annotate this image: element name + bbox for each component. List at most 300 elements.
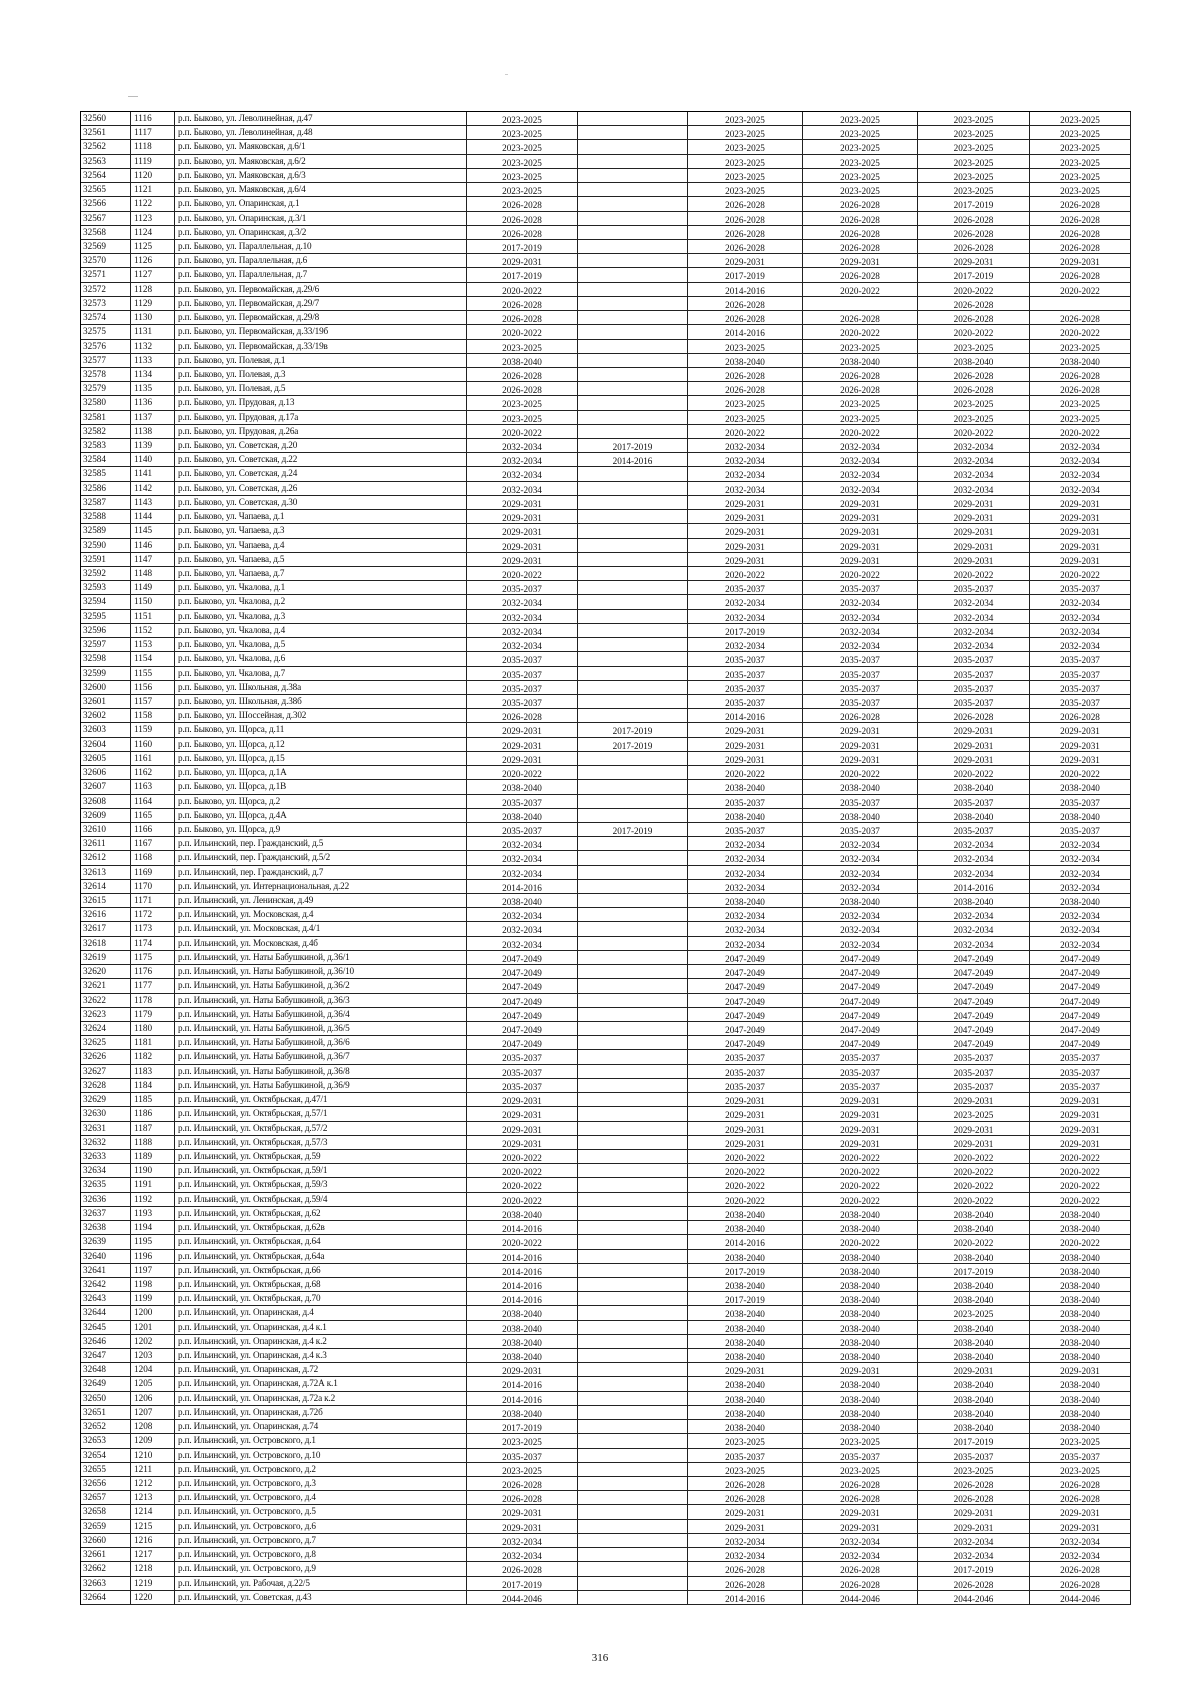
period-col-5-cell: 2035-2037 <box>918 823 1030 836</box>
address-cell: р.п. Ильинский, ул. Островского, д.4 <box>175 1491 467 1504</box>
period-col-1-cell: 2038-2040 <box>467 1349 578 1362</box>
period-col-1-cell: 2035-2037 <box>467 1050 578 1063</box>
period-col-1-cell: 2032-2034 <box>467 624 578 637</box>
period-col-3-cell: 2029-2031 <box>688 496 803 509</box>
period-col-5-cell: 2038-2040 <box>918 1420 1030 1433</box>
address-cell: р.п. Ильинский, ул. Опаринская, д.4 к.3 <box>175 1349 467 1362</box>
period-col-1-cell: 2026-2028 <box>467 311 578 324</box>
serial-number-cell: 1147 <box>131 553 175 566</box>
period-col-2-cell <box>578 482 688 495</box>
period-col-3-cell: 2017-2019 <box>688 268 803 281</box>
serial-number-cell: 1171 <box>131 894 175 907</box>
period-col-6-cell: 2029-2031 <box>1030 1363 1131 1376</box>
period-col-6-cell: 2038-2040 <box>1030 1207 1131 1220</box>
period-col-1-cell: 2023-2025 <box>467 340 578 353</box>
period-col-1-cell: 2044-2046 <box>467 1591 578 1604</box>
period-col-6-cell: 2026-2028 <box>1030 268 1131 281</box>
serial-number-cell: 1217 <box>131 1548 175 1561</box>
table-row <box>81 311 1131 325</box>
period-col-5-cell: 2035-2037 <box>918 1079 1030 1092</box>
period-col-5-cell: 2029-2031 <box>918 496 1030 509</box>
period-col-1-cell: 2023-2025 <box>467 126 578 139</box>
serial-number-cell: 1135 <box>131 382 175 395</box>
table-row <box>81 994 1131 1008</box>
address-cell: р.п. Быково, ул. Параллельная, д.6 <box>175 254 467 267</box>
period-col-6-cell: 2029-2031 <box>1030 1136 1131 1149</box>
registry-number-cell: 32638 <box>81 1221 131 1234</box>
serial-number-cell: 1134 <box>131 368 175 381</box>
period-col-5-cell: 2020-2022 <box>918 567 1030 580</box>
registry-number-cell: 32623 <box>81 1008 131 1021</box>
period-col-5-cell: 2038-2040 <box>918 1406 1030 1419</box>
address-cell: р.п. Ильинский, ул. Октябрьская, д.62 <box>175 1207 467 1220</box>
period-col-4-cell: 2035-2037 <box>803 695 918 708</box>
registry-number-cell: 32642 <box>81 1278 131 1291</box>
table-row <box>81 1306 1131 1320</box>
period-col-2-cell <box>578 880 688 893</box>
period-col-4-cell: 2026-2028 <box>803 368 918 381</box>
registry-number-cell: 32605 <box>81 752 131 765</box>
period-col-5-cell: 2023-2025 <box>918 183 1030 196</box>
period-col-6-cell: 2023-2025 <box>1030 1434 1131 1447</box>
table-row <box>81 581 1131 595</box>
period-col-5-cell: 2017-2019 <box>918 268 1030 281</box>
period-col-2-cell <box>578 1562 688 1575</box>
period-col-5-cell: 2032-2034 <box>918 1548 1030 1561</box>
period-col-3-cell: 2026-2028 <box>688 297 803 310</box>
period-col-4-cell: 2023-2025 <box>803 126 918 139</box>
period-col-4-cell: 2029-2031 <box>803 524 918 537</box>
serial-number-cell: 1132 <box>131 340 175 353</box>
period-col-2-cell <box>578 979 688 992</box>
period-col-3-cell: 2035-2037 <box>688 1079 803 1092</box>
address-cell: р.п. Ильинский, ул. Наты Бабушкиной, д.36/8 <box>175 1065 467 1078</box>
period-col-2-cell <box>578 183 688 196</box>
period-col-4-cell: 2023-2025 <box>803 169 918 182</box>
period-col-6-cell: 2038-2040 <box>1030 1250 1131 1263</box>
period-col-2-cell <box>578 539 688 552</box>
period-col-2-cell <box>578 425 688 438</box>
serial-number-cell: 1139 <box>131 439 175 452</box>
registry-number-cell: 32617 <box>81 922 131 935</box>
period-col-3-cell: 2023-2025 <box>688 169 803 182</box>
registry-number-cell: 32563 <box>81 155 131 168</box>
period-col-4-cell: 2032-2034 <box>803 922 918 935</box>
registry-number-cell: 32602 <box>81 709 131 722</box>
period-col-3-cell: 2032-2034 <box>688 837 803 850</box>
period-col-3-cell: 2032-2034 <box>688 1534 803 1547</box>
period-col-6-cell: 2047-2049 <box>1030 994 1131 1007</box>
serial-number-cell: 1159 <box>131 723 175 736</box>
address-cell: р.п. Быково, ул. Чкалова, д.1 <box>175 581 467 594</box>
period-col-4-cell: 2026-2028 <box>803 268 918 281</box>
period-col-1-cell: 2020-2022 <box>467 1150 578 1163</box>
table-row <box>81 1221 1131 1235</box>
table-row <box>81 1065 1131 1079</box>
address-cell: р.п. Быково, ул. Леволинейная, д.48 <box>175 126 467 139</box>
period-col-3-cell: 2017-2019 <box>688 1292 803 1305</box>
address-cell: р.п. Ильинский, ул. Опаринская, д.4 к.1 <box>175 1321 467 1334</box>
period-col-1-cell: 2032-2034 <box>467 908 578 921</box>
period-col-1-cell: 2038-2040 <box>467 1335 578 1348</box>
period-col-4-cell: 2029-2031 <box>803 1363 918 1376</box>
serial-number-cell: 1191 <box>131 1178 175 1191</box>
address-cell: р.п. Быково, ул. Чапаева, д.5 <box>175 553 467 566</box>
period-col-2-cell <box>578 1150 688 1163</box>
period-col-3-cell: 2032-2034 <box>688 866 803 879</box>
period-col-6-cell: 2047-2049 <box>1030 979 1131 992</box>
period-col-1-cell: 2038-2040 <box>467 1406 578 1419</box>
serial-number-cell: 1137 <box>131 411 175 424</box>
table-row <box>81 1477 1131 1491</box>
period-col-6-cell: 2035-2037 <box>1030 652 1131 665</box>
period-col-4-cell: 2026-2028 <box>803 226 918 239</box>
period-col-3-cell: 2038-2040 <box>688 1420 803 1433</box>
period-col-6-cell: 2023-2025 <box>1030 340 1131 353</box>
period-col-4-cell: 2032-2034 <box>803 453 918 466</box>
address-cell: р.п. Ильинский, ул. Октябрьская, д.59/4 <box>175 1193 467 1206</box>
registry-number-cell: 32593 <box>81 581 131 594</box>
table-row <box>81 226 1131 240</box>
table-row <box>81 681 1131 695</box>
period-col-6-cell: 2029-2031 <box>1030 539 1131 552</box>
table-row <box>81 1150 1131 1164</box>
table-row <box>81 638 1131 652</box>
registry-number-cell: 32609 <box>81 809 131 822</box>
registry-number-cell: 32637 <box>81 1207 131 1220</box>
period-col-3-cell: 2047-2049 <box>688 994 803 1007</box>
serial-number-cell: 1142 <box>131 482 175 495</box>
period-col-2-cell <box>578 1221 688 1234</box>
serial-number-cell: 1118 <box>131 140 175 153</box>
period-col-5-cell: 2029-2031 <box>918 723 1030 736</box>
table-row <box>81 1363 1131 1377</box>
address-cell: р.п. Быково, ул. Опаринская, д.3/1 <box>175 212 467 225</box>
period-col-3-cell: 2038-2040 <box>688 894 803 907</box>
period-col-5-cell: 2020-2022 <box>918 1178 1030 1191</box>
period-col-5-cell: 2032-2034 <box>918 638 1030 651</box>
period-col-5-cell: 2026-2028 <box>918 226 1030 239</box>
period-col-2-cell <box>578 695 688 708</box>
period-col-4-cell: 2035-2037 <box>803 581 918 594</box>
period-col-6-cell: 2038-2040 <box>1030 1264 1131 1277</box>
period-col-1-cell: 2038-2040 <box>467 354 578 367</box>
period-col-4-cell: 2026-2028 <box>803 1491 918 1504</box>
period-col-2-cell <box>578 851 688 864</box>
registry-number-cell: 32610 <box>81 823 131 836</box>
period-col-4-cell: 2038-2040 <box>803 1278 918 1291</box>
serial-number-cell: 1154 <box>131 652 175 665</box>
table-row <box>81 709 1131 723</box>
period-col-5-cell: 2047-2049 <box>918 994 1030 1007</box>
table-row <box>81 624 1131 638</box>
serial-number-cell: 1119 <box>131 155 175 168</box>
table-row <box>81 1591 1131 1605</box>
period-col-6-cell: 2023-2025 <box>1030 126 1131 139</box>
period-col-6-cell: 2038-2040 <box>1030 1392 1131 1405</box>
period-col-3-cell: 2038-2040 <box>688 1377 803 1390</box>
period-col-1-cell: 2026-2028 <box>467 297 578 310</box>
registry-number-cell: 32608 <box>81 795 131 808</box>
serial-number-cell: 1210 <box>131 1449 175 1462</box>
period-col-5-cell: 2038-2040 <box>918 1321 1030 1334</box>
period-col-2-cell <box>578 652 688 665</box>
period-col-3-cell: 2035-2037 <box>688 1449 803 1462</box>
address-cell: р.п. Быково, ул. Щорса, д.1А <box>175 766 467 779</box>
period-col-1-cell: 2029-2031 <box>467 723 578 736</box>
period-col-5-cell: 2038-2040 <box>918 1335 1030 1348</box>
period-col-2-cell <box>578 1292 688 1305</box>
registry-number-cell: 32664 <box>81 1591 131 1604</box>
period-col-3-cell: 2023-2025 <box>688 126 803 139</box>
period-col-5-cell: 2032-2034 <box>918 851 1030 864</box>
period-col-3-cell: 2020-2022 <box>688 1193 803 1206</box>
period-col-5-cell: 2038-2040 <box>918 1221 1030 1234</box>
registry-number-cell: 32615 <box>81 894 131 907</box>
serial-number-cell: 1120 <box>131 169 175 182</box>
period-col-2-cell <box>578 709 688 722</box>
period-col-5-cell: 2026-2028 <box>918 382 1030 395</box>
period-col-4-cell: 2020-2022 <box>803 1235 918 1248</box>
serial-number-cell: 1218 <box>131 1562 175 1575</box>
registry-number-cell: 32573 <box>81 297 131 310</box>
registry-number-cell: 32621 <box>81 979 131 992</box>
period-col-3-cell: 2038-2040 <box>688 1278 803 1291</box>
registry-number-cell: 32630 <box>81 1107 131 1120</box>
serial-number-cell: 1196 <box>131 1250 175 1263</box>
period-col-1-cell: 2038-2040 <box>467 809 578 822</box>
period-col-3-cell: 2047-2049 <box>688 1036 803 1049</box>
address-cell: р.п. Быково, ул. Щорса, д.9 <box>175 823 467 836</box>
address-cell: р.п. Ильинский, ул. Островского, д.6 <box>175 1520 467 1533</box>
period-col-6-cell: 2020-2022 <box>1030 766 1131 779</box>
table-row <box>81 567 1131 581</box>
registry-number-cell: 32651 <box>81 1406 131 1419</box>
period-col-3-cell: 2038-2040 <box>688 1349 803 1362</box>
serial-number-cell: 1209 <box>131 1434 175 1447</box>
registry-number-cell: 32567 <box>81 212 131 225</box>
period-col-1-cell: 2029-2031 <box>467 738 578 751</box>
period-col-6-cell: 2020-2022 <box>1030 1235 1131 1248</box>
period-col-2-cell <box>578 937 688 950</box>
serial-number-cell: 1123 <box>131 212 175 225</box>
serial-number-cell: 1149 <box>131 581 175 594</box>
period-col-3-cell: 2038-2040 <box>688 1306 803 1319</box>
period-col-3-cell: 2026-2028 <box>688 1477 803 1490</box>
period-col-4-cell: 2032-2034 <box>803 1534 918 1547</box>
period-col-1-cell: 2023-2025 <box>467 155 578 168</box>
period-col-2-cell <box>578 155 688 168</box>
serial-number-cell: 1155 <box>131 667 175 680</box>
address-cell: р.п. Ильинский, ул. Наты Бабушкиной, д.36/4 <box>175 1008 467 1021</box>
period-col-6-cell: 2029-2031 <box>1030 1505 1131 1518</box>
period-col-2-cell <box>578 169 688 182</box>
period-col-2-cell <box>578 766 688 779</box>
period-col-6-cell: 2032-2034 <box>1030 467 1131 480</box>
registry-number-cell: 32626 <box>81 1050 131 1063</box>
address-cell: р.п. Ильинский, ул. Советская, д.43 <box>175 1591 467 1604</box>
period-col-6-cell: 2038-2040 <box>1030 1306 1131 1319</box>
period-col-3-cell: 2014-2016 <box>688 1591 803 1604</box>
period-col-4-cell: 2038-2040 <box>803 809 918 822</box>
period-col-2-cell <box>578 1093 688 1106</box>
table-row <box>81 524 1131 538</box>
period-col-6-cell: 2047-2049 <box>1030 1008 1131 1021</box>
table-row <box>81 212 1131 226</box>
period-col-3-cell: 2029-2031 <box>688 738 803 751</box>
address-cell: р.п. Ильинский, ул. Октябрьская, д.59/1 <box>175 1164 467 1177</box>
table-row <box>81 425 1131 439</box>
period-col-2-cell <box>578 268 688 281</box>
period-col-3-cell: 2035-2037 <box>688 1065 803 1078</box>
registry-number-cell: 32639 <box>81 1235 131 1248</box>
period-col-4-cell: 2020-2022 <box>803 325 918 338</box>
table-row <box>81 1449 1131 1463</box>
period-col-1-cell: 2032-2034 <box>467 866 578 879</box>
table-row <box>81 1250 1131 1264</box>
period-col-6-cell: 2038-2040 <box>1030 1335 1131 1348</box>
address-cell: р.п. Быково, ул. Щорса, д.11 <box>175 723 467 736</box>
period-col-5-cell: 2035-2037 <box>918 1050 1030 1063</box>
registry-number-cell: 32645 <box>81 1321 131 1334</box>
period-col-3-cell: 2035-2037 <box>688 681 803 694</box>
period-col-4-cell: 2020-2022 <box>803 1178 918 1191</box>
serial-number-cell: 1145 <box>131 524 175 537</box>
period-col-1-cell: 2023-2025 <box>467 411 578 424</box>
period-col-6-cell: 2023-2025 <box>1030 1463 1131 1476</box>
address-cell: р.п. Быково, ул. Щорса, д.15 <box>175 752 467 765</box>
period-col-5-cell: 2029-2031 <box>918 510 1030 523</box>
table-row <box>81 894 1131 908</box>
period-col-6-cell: 2023-2025 <box>1030 140 1131 153</box>
serial-number-cell: 1203 <box>131 1349 175 1362</box>
serial-number-cell: 1169 <box>131 866 175 879</box>
address-cell: р.п. Быково, ул. Чкалова, д.6 <box>175 652 467 665</box>
registry-number-cell: 32565 <box>81 183 131 196</box>
period-col-2-cell <box>578 1534 688 1547</box>
period-col-5-cell: 2026-2028 <box>918 311 1030 324</box>
serial-number-cell: 1152 <box>131 624 175 637</box>
serial-number-cell: 1146 <box>131 539 175 552</box>
table-row <box>81 1136 1131 1150</box>
period-col-3-cell: 2047-2049 <box>688 1008 803 1021</box>
period-col-1-cell: 2035-2037 <box>467 667 578 680</box>
period-col-4-cell: 2032-2034 <box>803 467 918 480</box>
period-col-5-cell: 2023-2025 <box>918 340 1030 353</box>
period-col-3-cell: 2032-2034 <box>688 908 803 921</box>
period-col-4-cell: 2029-2031 <box>803 1505 918 1518</box>
serial-number-cell: 1167 <box>131 837 175 850</box>
period-col-1-cell: 2029-2031 <box>467 539 578 552</box>
address-cell: р.п. Ильинский, ул. Наты Бабушкиной, д.36/9 <box>175 1079 467 1092</box>
period-col-1-cell: 2032-2034 <box>467 837 578 850</box>
registry-number-cell: 32646 <box>81 1335 131 1348</box>
address-cell: р.п. Быково, ул. Маяковская, д.6/1 <box>175 140 467 153</box>
period-col-1-cell: 2032-2034 <box>467 439 578 452</box>
period-col-3-cell: 2035-2037 <box>688 823 803 836</box>
period-col-6-cell: 2035-2037 <box>1030 1449 1131 1462</box>
period-col-6-cell: 2029-2031 <box>1030 1122 1131 1135</box>
period-col-2-cell <box>578 1505 688 1518</box>
table-row <box>81 1079 1131 1093</box>
serial-number-cell: 1164 <box>131 795 175 808</box>
period-col-2-cell <box>578 1434 688 1447</box>
address-cell: р.п. Быково, ул. Советская, д.20 <box>175 439 467 452</box>
registry-number-cell: 32627 <box>81 1065 131 1078</box>
period-col-4-cell: 2047-2049 <box>803 994 918 1007</box>
period-col-1-cell: 2020-2022 <box>467 567 578 580</box>
period-col-2-cell <box>578 1178 688 1191</box>
period-col-2-cell <box>578 311 688 324</box>
period-col-2-cell <box>578 866 688 879</box>
period-col-5-cell: 2032-2034 <box>918 866 1030 879</box>
period-col-1-cell: 2029-2031 <box>467 1520 578 1533</box>
period-col-1-cell: 2035-2037 <box>467 652 578 665</box>
address-cell: р.п. Ильинский, ул. Островского, д.7 <box>175 1534 467 1547</box>
period-col-4-cell: 2038-2040 <box>803 354 918 367</box>
registry-number-cell: 32620 <box>81 965 131 978</box>
registry-number-cell: 32662 <box>81 1562 131 1575</box>
registry-number-cell: 32576 <box>81 340 131 353</box>
period-col-4-cell: 2029-2031 <box>803 738 918 751</box>
period-col-3-cell: 2020-2022 <box>688 425 803 438</box>
table-row <box>81 1107 1131 1121</box>
scan-artifact <box>505 74 508 75</box>
registry-number-cell: 32612 <box>81 851 131 864</box>
address-cell: р.п. Ильинский, ул. Наты Бабушкиной, д.36/5 <box>175 1022 467 1035</box>
period-col-6-cell: 2038-2040 <box>1030 1349 1131 1362</box>
period-col-3-cell: 2038-2040 <box>688 1321 803 1334</box>
period-col-5-cell: 2029-2031 <box>918 1136 1030 1149</box>
period-col-6-cell: 2029-2031 <box>1030 1093 1131 1106</box>
period-col-6-cell: 2020-2022 <box>1030 1178 1131 1191</box>
table-row <box>81 723 1131 737</box>
address-cell: р.п. Быково, ул. Шоссейная, д.302 <box>175 709 467 722</box>
period-col-5-cell: 2026-2028 <box>918 1477 1030 1490</box>
period-col-1-cell: 2014-2016 <box>467 1221 578 1234</box>
period-col-6-cell: 2038-2040 <box>1030 354 1131 367</box>
period-col-5-cell: 2032-2034 <box>918 610 1030 623</box>
period-col-6-cell: 2032-2034 <box>1030 922 1131 935</box>
address-cell: р.п. Ильинский, ул. Опаринская, д.72а к.2 <box>175 1392 467 1405</box>
period-col-4-cell: 2038-2040 <box>803 1406 918 1419</box>
table-row <box>81 766 1131 780</box>
period-col-1-cell: 2029-2031 <box>467 752 578 765</box>
table-row <box>81 496 1131 510</box>
period-col-5-cell: 2038-2040 <box>918 1250 1030 1263</box>
period-col-3-cell: 2020-2022 <box>688 567 803 580</box>
period-col-1-cell: 2026-2028 <box>467 226 578 239</box>
period-col-2-cell <box>578 667 688 680</box>
table-row <box>81 738 1131 752</box>
registry-number-cell: 32607 <box>81 780 131 793</box>
serial-number-cell: 1188 <box>131 1136 175 1149</box>
serial-number-cell: 1148 <box>131 567 175 580</box>
period-col-5-cell: 2023-2025 <box>918 1306 1030 1319</box>
period-col-2-cell <box>578 524 688 537</box>
serial-number-cell: 1161 <box>131 752 175 765</box>
period-col-6-cell: 2032-2034 <box>1030 851 1131 864</box>
period-col-4-cell: 2038-2040 <box>803 1306 918 1319</box>
address-cell: р.п. Ильинский, ул. Октябрьская, д.66 <box>175 1264 467 1277</box>
period-col-4-cell: 2035-2037 <box>803 1079 918 1092</box>
period-col-4-cell: 2023-2025 <box>803 183 918 196</box>
period-col-6-cell: 2029-2031 <box>1030 738 1131 751</box>
registry-number-cell: 32596 <box>81 624 131 637</box>
table-row <box>81 667 1131 681</box>
period-col-1-cell: 2032-2034 <box>467 1534 578 1547</box>
period-col-5-cell: 2017-2019 <box>918 1264 1030 1277</box>
